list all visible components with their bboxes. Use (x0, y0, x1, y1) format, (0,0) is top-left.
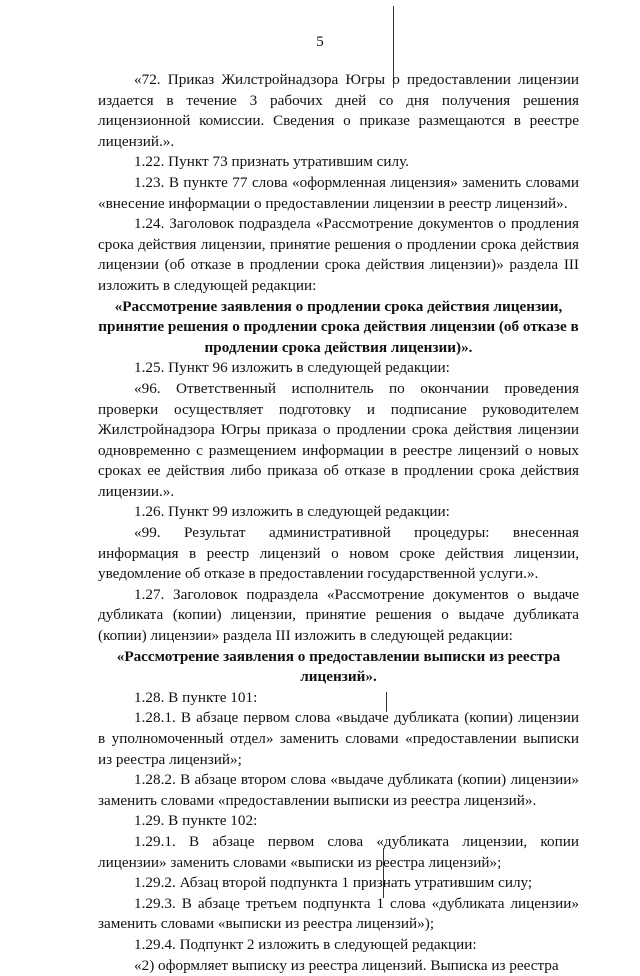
paragraph-1-28-1: 1.28.1. В абзаце первом слова «выдаче дубликата (копии) лицензии в уполномоченный отдел» заменить словами «предоставлении выписки из реестра лицензий»; (98, 709, 579, 768)
section-heading-license-renewal: «Рассмотрение заявления о продлении срока действия лицензии, принятие решения о продлении срока действия лицензии (об отказе в продлении срока действия лицензии)». (98, 297, 579, 356)
paragraph-1-28-2: 1.28.2. В абзаце втором слова «выдаче дубликата (копии) лицензии» заменить словами «предоставлении выписки из реестра лицензий». (98, 771, 579, 809)
paragraph-item-96: «96. Ответственный исполнитель по окончании проведения проверки осуществляет подготовку и подписание руководителем Жилстройнадзора Югры приказа о продлении срока действия лицензии одновременно с размещением информации в реестре лицензий о новых сроках ее действия либо приказа об отказе в продлении срока действия лицензии.». (98, 379, 579, 500)
document-body (98, 70, 579, 976)
paragraph-1-27: 1.27. Заголовок подраздела «Рассмотрение документов о выдаче дубликата (копии) лицензии, принятие решения о выдаче дубликата (копии) лицензии» раздела III изложить в следующей редакции: (98, 585, 579, 645)
paragraph-1-29-2: 1.29.2. Абзац второй подпункта 1 признать утратившим силу; (134, 874, 533, 892)
paragraph-1-23: 1.23. В пункте 77 слова «оформленная лицензия» заменить словами «внесение информации о предоставлении лицензии в реестр лицензий». (98, 173, 579, 212)
paragraph-subitem-2: «2) оформляет выписку из реестра лицензий. Выписка из реестра (134, 956, 559, 974)
section-heading-registry-extract: «Рассмотрение заявления о предоставлении выписки из реестра лицензий». (116, 647, 561, 686)
paragraph-item-72: «72. Приказ Жилстройнадзора Югры о предоставлении лицензии издается в течение 3 рабочих дней со дня получения решения лицензионной комиссии. Сведения о приказе размещаются в реестре лицензий.». (98, 71, 579, 150)
paragraph-1-22: 1.22. Пункт 73 признать утратившим силу. (134, 153, 409, 171)
paragraph-1-26: 1.26. Пункт 99 изложить в следующей редакции: (134, 503, 450, 521)
paragraph-1-29-1: 1.29.1. В абзаце первом слова «дубликата лицензии, копии лицензии» заменить словами «выписки из реестра лицензий»; (98, 832, 579, 871)
paragraph-item-99: «99. Результат административной процедуры: внесенная информация в реестр лицензий о новом сроке действия лицензии, уведомление об отказе в предоставлении государственной услуги.». (98, 524, 579, 583)
page-number: 5 (316, 34, 324, 50)
paragraph-1-29: 1.29. В пункте 102: (134, 812, 258, 830)
paragraph-1-29-3: 1.29.3. В абзаце третьем подпункта 1 слова «дубликата лицензии» заменить словами «выписки из реестра лицензий»); (98, 894, 579, 933)
paragraph-1-28: 1.28. В пункте 101: (134, 688, 258, 706)
paragraph-1-24: 1.24. Заголовок подраздела «Рассмотрение документов о продления срока действия лицензии, принятие решения о продлении срока действия лицензии (об отказе в продлении срока действия лицензии)» раздела III изложить в следующей редакции: (98, 215, 579, 294)
paragraph-1-29-4: 1.29.4. Подпункт 2 изложить в следующей редакции: (134, 935, 477, 953)
paragraph-1-25: 1.25. Пункт 96 изложить в следующей редакции: (134, 359, 450, 377)
